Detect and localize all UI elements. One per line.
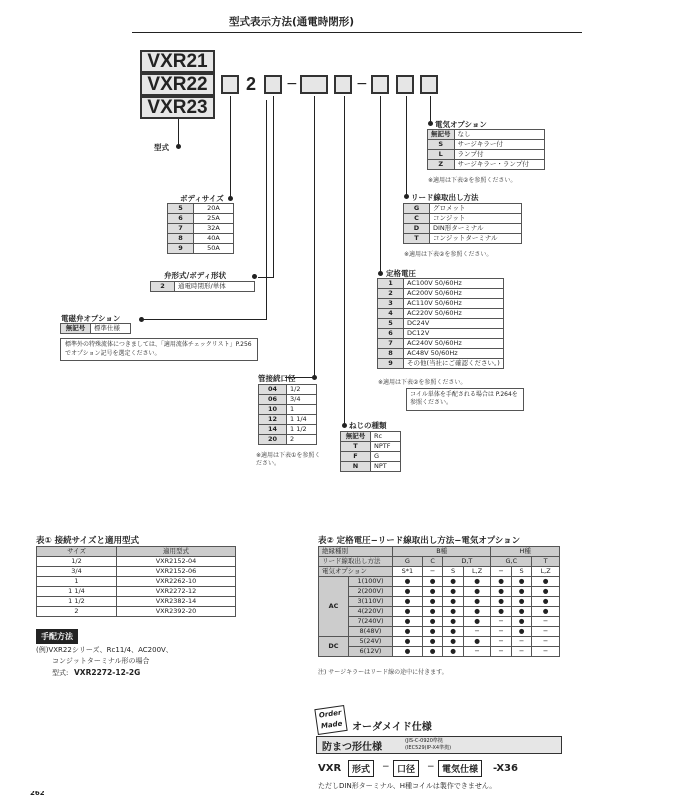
body-size-dot [228, 196, 233, 201]
slot-thread [334, 75, 352, 94]
body-size-title: ボディサイズ [180, 194, 224, 203]
table-row: 1 1/4 VXR2272-12 [37, 587, 236, 597]
table-row: 1 AC100V 50/60Hz [378, 279, 504, 289]
table-row: DC 5(24V) ● ● ● ● − − − [319, 637, 560, 647]
table-row: 14 1 1/2 [259, 425, 317, 435]
model-box-vxr21: VXR21 [140, 50, 215, 73]
port-title: 管接続口径 [258, 374, 296, 383]
table-row: 04 1/2 [259, 385, 317, 395]
table1-title: 表① 接続サイズと適用型式 [36, 536, 139, 546]
table-row: 2(200V) ● ● ● ● ● ● ● [319, 587, 560, 597]
table-header-row: リード線取出し方法 G C D,T G,C T [319, 557, 560, 567]
solenoid-note: 標準外の特殊流体につきましては、「適用流体チェックリスト」P.256でオプション記号を選定ください。 [60, 338, 258, 361]
slot-electrical [420, 75, 438, 94]
table-row: 2 VXR2392-20 [37, 607, 236, 617]
table-row: 3(110V) ● ● ● ● ● ● ● [319, 597, 560, 607]
leader-valve-v [273, 96, 274, 278]
voltage-dot [378, 271, 383, 276]
table-row: 6 25A [168, 214, 234, 224]
table-row: 1/2 VXR2152-04 [37, 557, 236, 567]
lead-table [403, 203, 522, 244]
slot-lead [396, 75, 414, 94]
port-table [258, 384, 317, 445]
leader-valve-h [258, 277, 274, 278]
valve-type-title: 弁形式/ボディ形状 [164, 271, 227, 280]
table-row: 1 1/2 VXR2382-14 [37, 597, 236, 607]
table-row: 5 DC24V [378, 319, 504, 329]
how-to-model-label: 型式: [52, 669, 69, 677]
how-to-line-1: (例)VXR22シリーズ、Rc11/4、AC200V、 [36, 646, 173, 654]
table-row: 3/4 VXR2152-06 [37, 567, 236, 577]
leader-thread-v [344, 96, 345, 426]
body-size-table [167, 203, 234, 254]
coil-note: コイル単体を手配される場合は P.264を参照ください。 [406, 388, 524, 411]
voltage-note: ※適用は下表②を参照ください。 [378, 379, 467, 386]
table-row: 3 AC110V 50/60Hz [378, 299, 504, 309]
model-leader [178, 119, 179, 145]
table-row: 無記号 なし [428, 130, 545, 140]
electrical-title: 電気オプション [435, 120, 487, 129]
lead-note: ※適用は下表②を参照ください。 [404, 251, 493, 258]
model-label: 型式 [154, 143, 169, 152]
dash-2: − [356, 76, 368, 92]
table-header-row: 絶縁種別 B種 H種 [319, 547, 560, 557]
port-note: ※適用は下表①を参照ください。 [256, 452, 321, 468]
table-row: 無記号 標準仕様 [61, 324, 131, 334]
table-row: 2 通電時閉形/単体 [151, 282, 255, 292]
table-row: 8(48V) ● ● ● − − ● − [319, 627, 560, 637]
order-made-badge [314, 705, 347, 735]
table2 [318, 546, 560, 657]
table-row: 6 DC12V [378, 329, 504, 339]
table-row: C コンジット [404, 214, 522, 224]
how-to-model: VXR2272-12-2G [74, 668, 141, 677]
valve-type-dot [252, 274, 257, 279]
x36-code-suffix: -X36 [493, 763, 518, 774]
voltage-table [377, 278, 504, 369]
model-box-vxr22: VXR22 [140, 73, 215, 96]
x36-code-prefix: VXR [318, 763, 342, 774]
leader-lead-v [406, 96, 407, 196]
page-title: 型式表示方法(通電時閉形) [229, 16, 355, 28]
code-two: 2 [246, 74, 257, 94]
electrical-note: ※適用は下表②を参照ください。 [428, 177, 517, 184]
table1 [36, 546, 236, 617]
slot-valve-type [264, 75, 282, 94]
table-row: T コンジットターミナル [404, 234, 522, 244]
table-row: 7(240V) ● ● ● ● − ● − [319, 617, 560, 627]
electrical-dot [428, 121, 433, 126]
table-row: 無記号 Rc [341, 432, 401, 442]
order-made-badge-line-1: Order [318, 708, 342, 720]
thread-dot [342, 423, 347, 428]
slot-body-size [221, 75, 239, 94]
page-number: 262 [30, 791, 45, 796]
table-row: 6(12V) ● ● ● − − − − [319, 647, 560, 657]
spec-standard-1: (JIS-C-0920準拠 [405, 738, 443, 744]
table-row: 4 AC220V 50/60Hz [378, 309, 504, 319]
valve-type-table [150, 281, 255, 292]
table-header-row: サイズ 適用型式 [37, 547, 236, 557]
x36-dash-1: − [382, 762, 390, 772]
how-to-line-2: コンジットターミナル形の場合 [52, 657, 150, 665]
voltage-title: 定格電圧 [386, 269, 416, 278]
leader-body-v [230, 96, 231, 200]
table-row: 12 1 1/4 [259, 415, 317, 425]
table-row: F G [341, 452, 401, 462]
leader-voltage-v [380, 96, 381, 274]
table-row: G グロメット [404, 204, 522, 214]
thread-title: ねじの種類 [349, 421, 387, 430]
order-made-title: オーダメイド仕様 [352, 722, 432, 733]
table2-note: 注) サージキラーはリード線の途中に付きます。 [318, 669, 448, 676]
table-row: 9 その他(当社にご確認ください。) [378, 359, 504, 369]
x36-box-type: 形式 [348, 760, 374, 777]
table-row: 7 AC240V 50/60Hz [378, 339, 504, 349]
table-row: 7 32A [168, 224, 234, 234]
table-row: N NPT [341, 462, 401, 472]
x36-box-port: 口径 [393, 760, 419, 777]
model-box-vxr23: VXR23 [140, 96, 215, 119]
x36-dash-2: − [427, 762, 435, 772]
leader-solenoid-v [266, 100, 267, 320]
table-row: L ランプ付 [428, 150, 545, 160]
lead-title: リード線取出し方法 [411, 193, 479, 202]
table-row: 9 50A [168, 244, 234, 254]
table-row: 5 20A [168, 204, 234, 214]
solenoid-dot [139, 317, 144, 322]
leader-electrical-v [430, 96, 431, 124]
dash-1: − [286, 76, 298, 92]
table-row: 8 40A [168, 234, 234, 244]
spec-standard-2: (IEC529(IP-X4準拠) [405, 745, 452, 751]
table-row: 4(220V) ● ● ● ● ● ● ● [319, 607, 560, 617]
how-to-title: 手配方法 [36, 629, 78, 644]
table-row: AC 1(100V) ● ● ● ● ● ● ● [319, 577, 560, 587]
leader-port-v [314, 96, 315, 378]
table-row: S サージキラー付 [428, 140, 545, 150]
leader-solenoid-h [143, 319, 267, 320]
electrical-table [427, 129, 545, 170]
slot-voltage [371, 75, 389, 94]
table-row: T NPTF [341, 442, 401, 452]
thread-table [340, 431, 401, 472]
table-row: 2 AC200V 50/60Hz [378, 289, 504, 299]
table-row: Z サージキラー・ランプ付 [428, 160, 545, 170]
order-made-badge-line-2: Made [320, 719, 343, 731]
table-row: 20 2 [259, 435, 317, 445]
solenoid-title: 電磁弁オプション [61, 314, 121, 323]
port-dot [312, 375, 317, 380]
title-rule [132, 32, 582, 33]
table-row: 10 1 [259, 405, 317, 415]
table-row: 06 3/4 [259, 395, 317, 405]
order-made-footnote: ただしDIN形ターミナル、H種コイルは製作できません。 [318, 782, 497, 790]
table-header-row: 電気オプション S*1 − S L,Z − S L,Z [319, 567, 560, 577]
table-row: 8 AC48V 50/60Hz [378, 349, 504, 359]
slot-port-1 [300, 75, 328, 94]
spec-name: 防まつ形仕様 [322, 742, 382, 753]
solenoid-table [60, 323, 131, 334]
table2-title: 表② 定格電圧−リード線取出し方法−電気オプション [318, 536, 521, 546]
table-row: 1 VXR2262-10 [37, 577, 236, 587]
lead-dot [404, 194, 409, 199]
x36-box-electrical: 電気仕様 [438, 760, 482, 777]
table-row: D DIN形ターミナル [404, 224, 522, 234]
